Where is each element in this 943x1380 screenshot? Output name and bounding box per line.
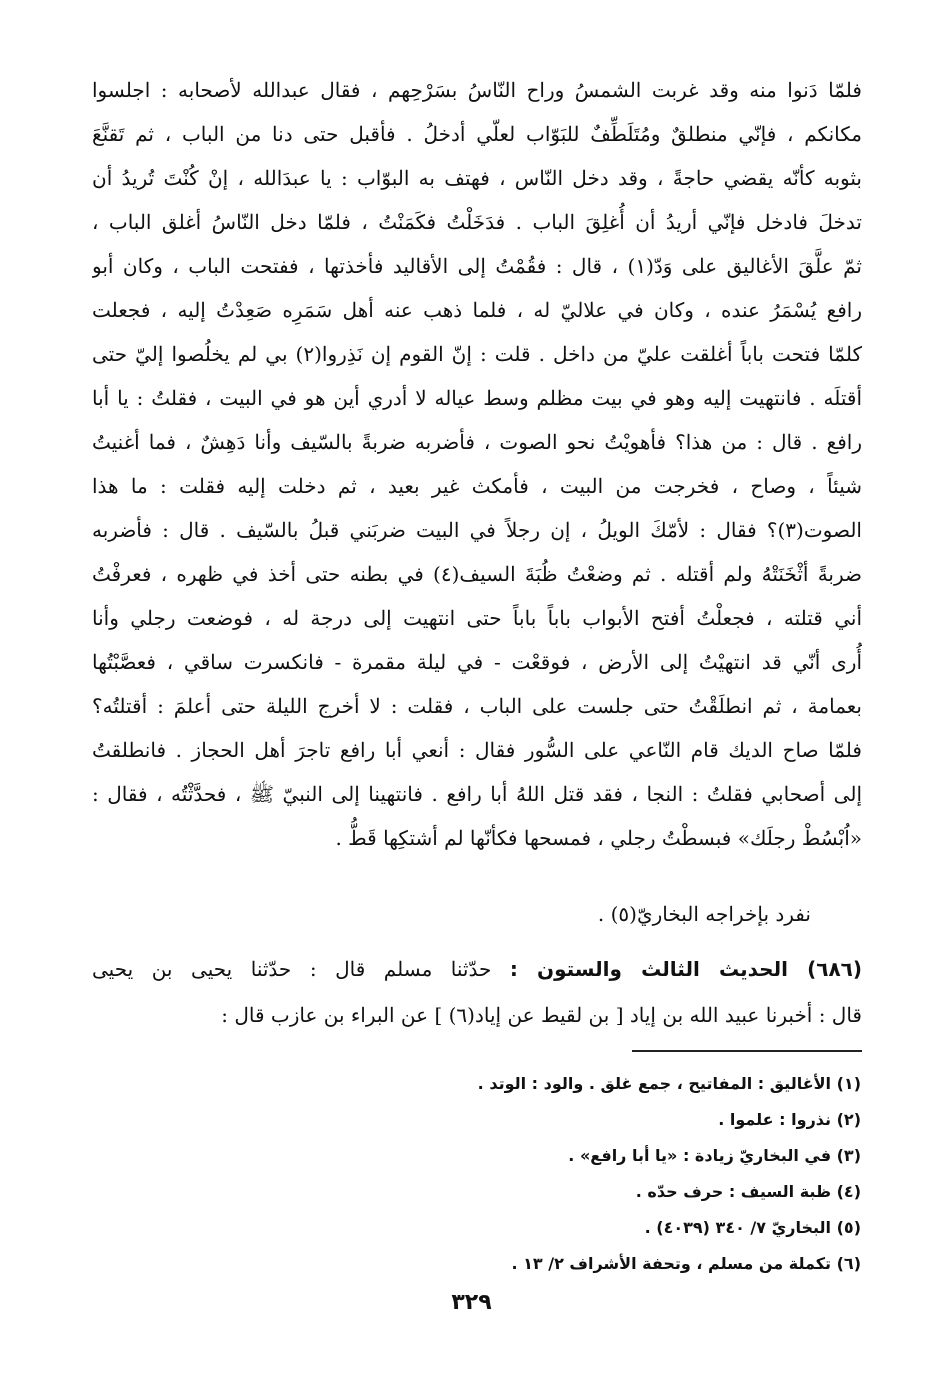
text-line: أقتلَه . فانتهيت إليه وهو في بيت مظلم وسط عياله لا أدري أين هو في البيت ، فقلتُ : يا أبا	[92, 386, 862, 410]
hadith-chain-start: حدّثنا مسلم قال : حدّثنا يحيى بن يحيى	[92, 957, 510, 981]
text-line: شيئاً ، وصاح ، فخرجت من البيت ، فأمكث غير بعيد ، ثم دخلت إليه فقلت : ما هذا	[92, 474, 862, 498]
text-line: ضربةً أثْخَنَتْهُ ولم أقتله . ثم وضعْتُ ظُبَةَ السيف(٤) في بطنه حتى أخذ في ظهره ، فعرفْتُ	[92, 562, 862, 586]
footnote: (٣) في البخاريّ زيادة : «يا أبا رافع» .	[568, 1146, 861, 1165]
text-line: بثوبه كأنّه يقضي حاجةً ، وقد دخل النّاس ، فهتف به البوّاب : يا عبدَالله ، إنْ كُنْتَ تُريدُ أن	[92, 166, 862, 190]
text-line: ثمّ علَّقَ الأغاليق على وَدّ(١) ، قال : فقُمْتُ إلى الأقاليد فأخذتها ، ففتحت الباب ، وكان أبو	[92, 254, 862, 278]
text-line: تدخلَ فادخل فإنّي أريدُ أن أُغلِقَ الباب . فدَخَلْتُ فكَمَنْتُ ، فلمّا دخل النّاسُ أغلق الباب ،	[92, 210, 862, 234]
text-line: الصوت(٣)؟ فقال : لأمّكَ الويلُ ، إن رجلاً في البيت ضربَني قبلُ بالسّيف . قال : فأضربه	[92, 518, 862, 542]
hadith-chain-line: قال : أخبرنا عبيد الله بن إياد [ بن لقيط عن إياد(٦) ] عن البراء بن عازب قال :	[221, 1003, 862, 1027]
hadith-heading: (٦٨٦) الحديث الثالث والستون :	[509, 957, 862, 981]
footnote: (٢) نذروا : علموا .	[718, 1110, 861, 1129]
hadith-entry	[92, 946, 862, 1038]
footnotes	[261, 1066, 861, 1282]
text-line: أُرى أنّي قد انتهيْتُ إلى الأرض ، فوقعْت - في ليلة مقمرة - فانكسرت ساقي ، فعصَّبْتُها	[92, 650, 862, 674]
text-line: «اُبْسُطْ رجلَك» فبسطْتُ رجلي ، فمسحها فكأنّها لم أشتكِها قَطُّ .	[335, 826, 862, 850]
footnote: (٦) تكملة من مسلم ، وتحفة الأشراف ٢/ ١٣ .	[511, 1254, 861, 1273]
text-line: إلى أصحابي فقلتُ : النجا ، فقد قتل اللهُ أبا رافع . فانتهينا إلى النبيّ ﷺ ، فحدَّثْتُه ، فقال :	[92, 782, 862, 806]
text-line: بعمامة ، ثم انطلَقْتُ حتى جلست على الباب ، فقلت : لا أخرج الليلة حتى أعلمَ : أقتلتُه؟	[92, 694, 862, 718]
main-narrative	[92, 68, 862, 860]
footnote-divider	[632, 1050, 862, 1052]
hadith-first-line	[92, 946, 862, 992]
text-line: رافع . قال : من هذا؟ فأهويْتُ نحو الصوت ، فأضربه ضربةً بالسّيف وأنا دَهِشٌ ، فما أغنيتُ	[92, 430, 862, 454]
page-number: ٣٢٩	[451, 1290, 492, 1315]
footnote: (٥) البخاريّ ٧/ ٣٤٠ (٤٠٣٩) .	[644, 1218, 861, 1237]
text-line: فلمّا صاح الديك قام النّاعي على السُّور فقال : أنعي أبا رافع تاجرَ أهل الحجاز . فانطلقتُ	[92, 738, 862, 762]
hadith-attribution: نفرد بإخراجه البخاريّ(٥) .	[597, 902, 811, 926]
text-line: مكانكم ، فإنّي منطلقٌ ومُتَلَطِّفٌ للبَوّاب لعلّي أدخلُ . فأقبل حتى دنا من الباب ، ثم تَقنَّعَ	[92, 122, 862, 146]
text-line: فلمّا دَنوا منه وقد غربت الشمسُ وراح النّاسُ بسَرْحِهم ، فقال عبدالله لأصحابه : اجلسوا	[92, 78, 862, 102]
footnote: (١) الأغاليق : المفاتيح ، جمع غلق . والود : الوتد .	[477, 1074, 861, 1093]
text-line: كلمّا فتحت باباً أغلقت عليّ من داخل . قلت : إنّ القوم إن نَذِروا(٢) بي لم يخلُصوا إليّ حتى	[92, 342, 862, 366]
footnote: (٤) ظبة السيف : حرف حدّه .	[635, 1182, 861, 1201]
text-line: رافع يُسْمَرُ عنده ، وكان في علاليّ له ، فلما ذهب عنه أهل سَمَرِه صَعِدْتُ إليه ، فجعلت	[92, 298, 862, 322]
text-line: أني قتلته ، فجعلْتُ أفتح الأبواب باباً باباً حتى انتهيت إلى درجة له ، فوضعت رجلي وأنا	[92, 606, 862, 630]
